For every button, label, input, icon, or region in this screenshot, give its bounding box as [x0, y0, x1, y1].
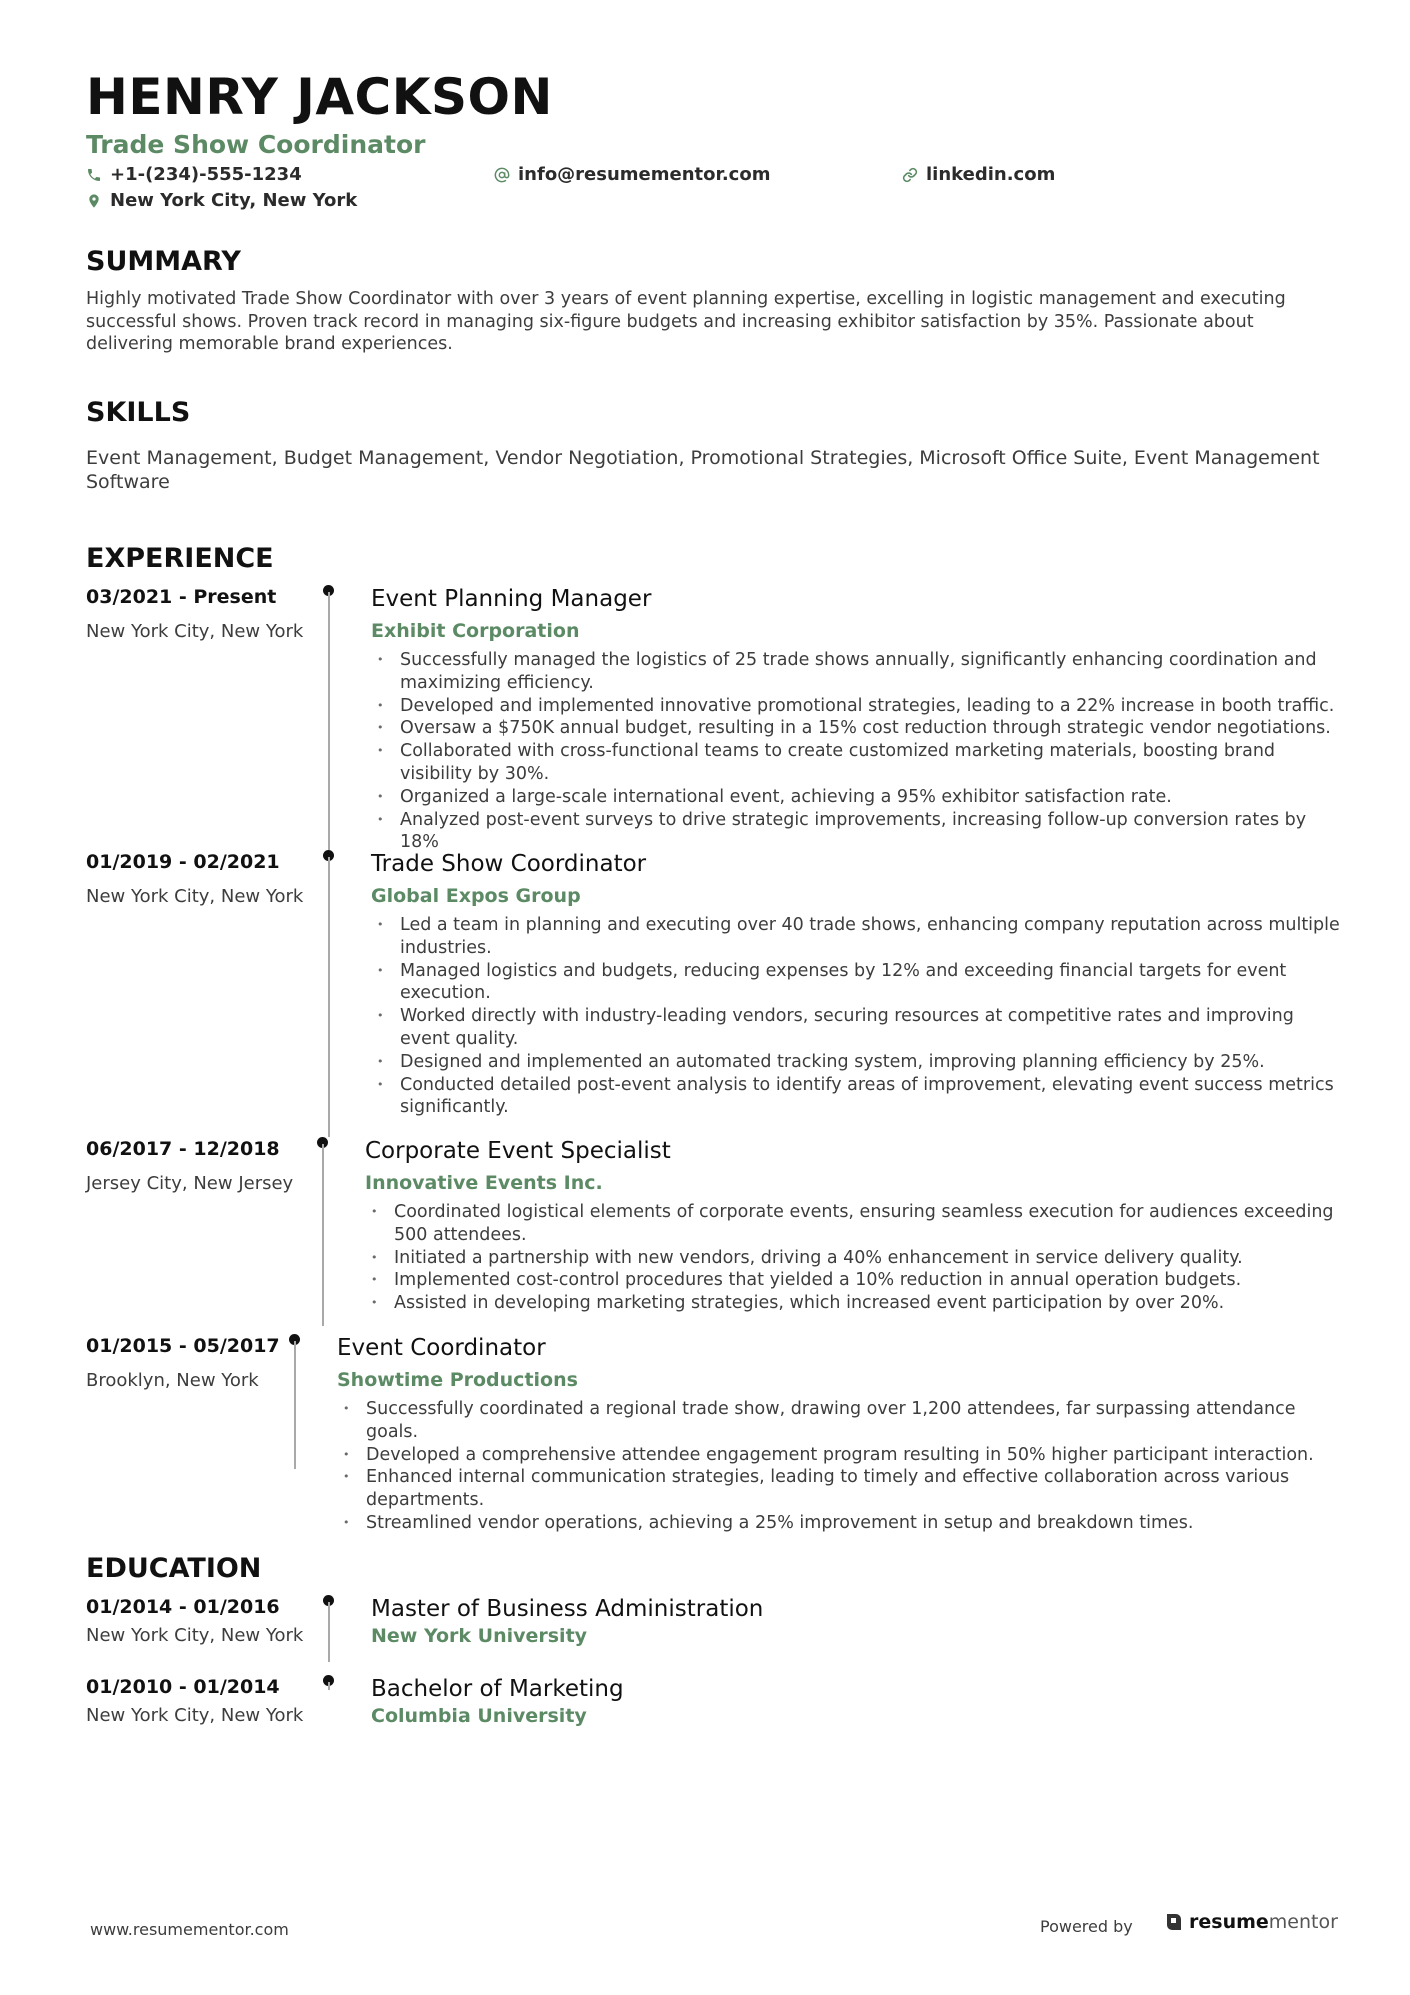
candidate-title: Trade Show Coordinator: [86, 130, 426, 159]
job-dates: 01/2019 - 02/2021: [86, 851, 280, 873]
contact-phone: [86, 164, 302, 185]
bullet-item: • Initiated a partnership with new vendors, driving a 40% enhancement in service delivery quality.: [365, 1247, 1335, 1270]
timeline-line: [322, 1144, 324, 1326]
bullet-item: • Organized a large-scale international event, achieving a 95% exhibitor satisfaction rate.: [371, 786, 1341, 809]
bullet-item: • Led a team in planning and executing over 40 trade shows, enhancing company reputation across multiple industries.: [371, 914, 1341, 960]
contact-linkedin: [902, 164, 1055, 185]
bullet-item: • Designed and implemented an automated tracking system, improving planning efficiency by 25%.: [371, 1051, 1341, 1074]
job-company: Global Expos Group: [371, 885, 581, 907]
map-pin-icon: [86, 193, 102, 209]
linkedin-text: linkedin.com: [926, 164, 1056, 185]
candidate-name: HENRY JACKSON: [86, 68, 553, 126]
job-role: Corporate Event Specialist: [365, 1138, 671, 1164]
edu-location: New York City, New York: [86, 1625, 304, 1646]
job-role: Event Coordinator: [337, 1335, 546, 1361]
brand-name-bold: resume: [1189, 1911, 1269, 1933]
powered-by-label: Powered by: [1040, 1917, 1133, 1936]
edu-degree: Bachelor of Marketing: [371, 1676, 624, 1702]
job-company: Showtime Productions: [337, 1369, 578, 1391]
timeline-line: [328, 592, 330, 850]
footer-website[interactable]: www.resumementor.com: [90, 1920, 289, 1939]
bullet-item: • Successfully coordinated a regional trade show, drawing over 1,200 attendees, far surpassing attendance goals.: [337, 1398, 1337, 1444]
skills-heading: SKILLS: [86, 397, 191, 428]
edu-location: New York City, New York: [86, 1705, 304, 1726]
timeline-line: [328, 857, 330, 1137]
contact-email: [494, 164, 770, 185]
job-dates: 03/2021 - Present: [86, 586, 277, 608]
brand-name-rest: mentor: [1268, 1911, 1338, 1933]
bullet-item: • Developed a comprehensive attendee engagement program resulting in 50% higher participant interaction.: [337, 1444, 1337, 1467]
edu-dates: 01/2014 - 01/2016: [86, 1596, 280, 1618]
timeline-line: [294, 1341, 296, 1469]
bullet-item: • Managed logistics and budgets, reducing expenses by 12% and exceeding financial targets for event execution.: [371, 960, 1341, 1006]
bullet-item: • Coordinated logistical elements of corporate events, ensuring seamless execution for audiences exceeding 500 attendees.: [365, 1201, 1335, 1247]
summary-text: Highly motivated Trade Show Coordinator with over 3 years of event planning expertise, excelling in logistic management and executing successful shows. Proven track record in managing six-figure budgets and increasing exhibitor satisfaction by 35%. Passionate about delivering memorable brand experiences.: [86, 289, 1286, 354]
bullet-item: • Analyzed post-event surveys to drive strategic improvements, increasing follow-up conversion rates by 18%: [371, 809, 1341, 855]
edu-school: New York University: [371, 1625, 588, 1647]
timeline-line: [328, 1682, 330, 1690]
edu-school: Columbia University: [371, 1705, 587, 1727]
bullet-item: • Streamlined vendor operations, achieving a 25% improvement in setup and breakdown times.: [337, 1512, 1337, 1535]
brand-logo[interactable]: [1165, 1911, 1338, 1933]
bullet-item: • Implemented cost-control procedures that yielded a 10% reduction in annual operation budgets.: [365, 1269, 1335, 1292]
bullet-item: • Conducted detailed post-event analysis to identify areas of improvement, elevating event success metrics significantly.: [371, 1074, 1341, 1120]
job-company: Innovative Events Inc.: [365, 1172, 603, 1194]
at-sign-icon: [494, 167, 510, 183]
experience-heading: EXPERIENCE: [86, 543, 274, 574]
skills-text: Event Management, Budget Management, Vendor Negotiation, Promotional Strategies, Microsoft Office Suite, Event Management Software: [86, 447, 1320, 493]
link-icon: [902, 167, 918, 183]
bullet-item: • Developed and implemented innovative promotional strategies, leading to a 22% increase in booth traffic.: [371, 695, 1341, 718]
bullet-item: • Enhanced internal communication strategies, leading to timely and effective collaboration across various departments.: [337, 1466, 1337, 1512]
bullet-item: • Oversaw a $750K annual budget, resulting in a 15% cost reduction through strategic vendor negotiations.: [371, 717, 1341, 740]
job-dates: 01/2015 - 05/2017: [86, 1335, 280, 1357]
edu-degree: Master of Business Administration: [371, 1596, 764, 1622]
bullet-item: • Worked directly with industry-leading vendors, securing resources at competitive rates and improving event quality.: [371, 1005, 1341, 1051]
bullet-item: • Successfully managed the logistics of 25 trade shows annually, significantly enhancing coordination and maximizing efficiency.: [371, 649, 1341, 695]
job-company: Exhibit Corporation: [371, 620, 580, 642]
resumementor-logo-icon: [1165, 1912, 1183, 1932]
job-location: New York City, New York: [86, 886, 304, 907]
job-bullets: [371, 914, 1341, 1119]
bullet-item: • Collaborated with cross-functional teams to create customized marketing materials, boosting brand visibility by 30%.: [371, 740, 1341, 786]
job-bullets: [371, 649, 1341, 854]
job-dates: 06/2017 - 12/2018: [86, 1138, 280, 1160]
summary-heading: SUMMARY: [86, 246, 241, 277]
job-location: Jersey City, New Jersey: [86, 1173, 294, 1194]
timeline-line: [328, 1602, 330, 1662]
job-location: New York City, New York: [86, 621, 304, 642]
job-bullets: [365, 1201, 1335, 1315]
bullet-item: • Assisted in developing marketing strategies, which increased event participation by over 20%.: [365, 1292, 1335, 1315]
edu-dates: 01/2010 - 01/2014: [86, 1676, 280, 1698]
phone-text: +1-(234)-555-1234: [110, 164, 302, 185]
job-role: Trade Show Coordinator: [371, 851, 647, 877]
education-heading: EDUCATION: [86, 1553, 262, 1584]
contact-location: [86, 190, 357, 211]
email-text: info@resumementor.com: [518, 164, 771, 185]
job-bullets: [337, 1398, 1337, 1535]
job-location: Brooklyn, New York: [86, 1370, 259, 1391]
job-role: Event Planning Manager: [371, 586, 652, 612]
location-text: New York City, New York: [110, 190, 358, 211]
phone-icon: [86, 167, 102, 183]
